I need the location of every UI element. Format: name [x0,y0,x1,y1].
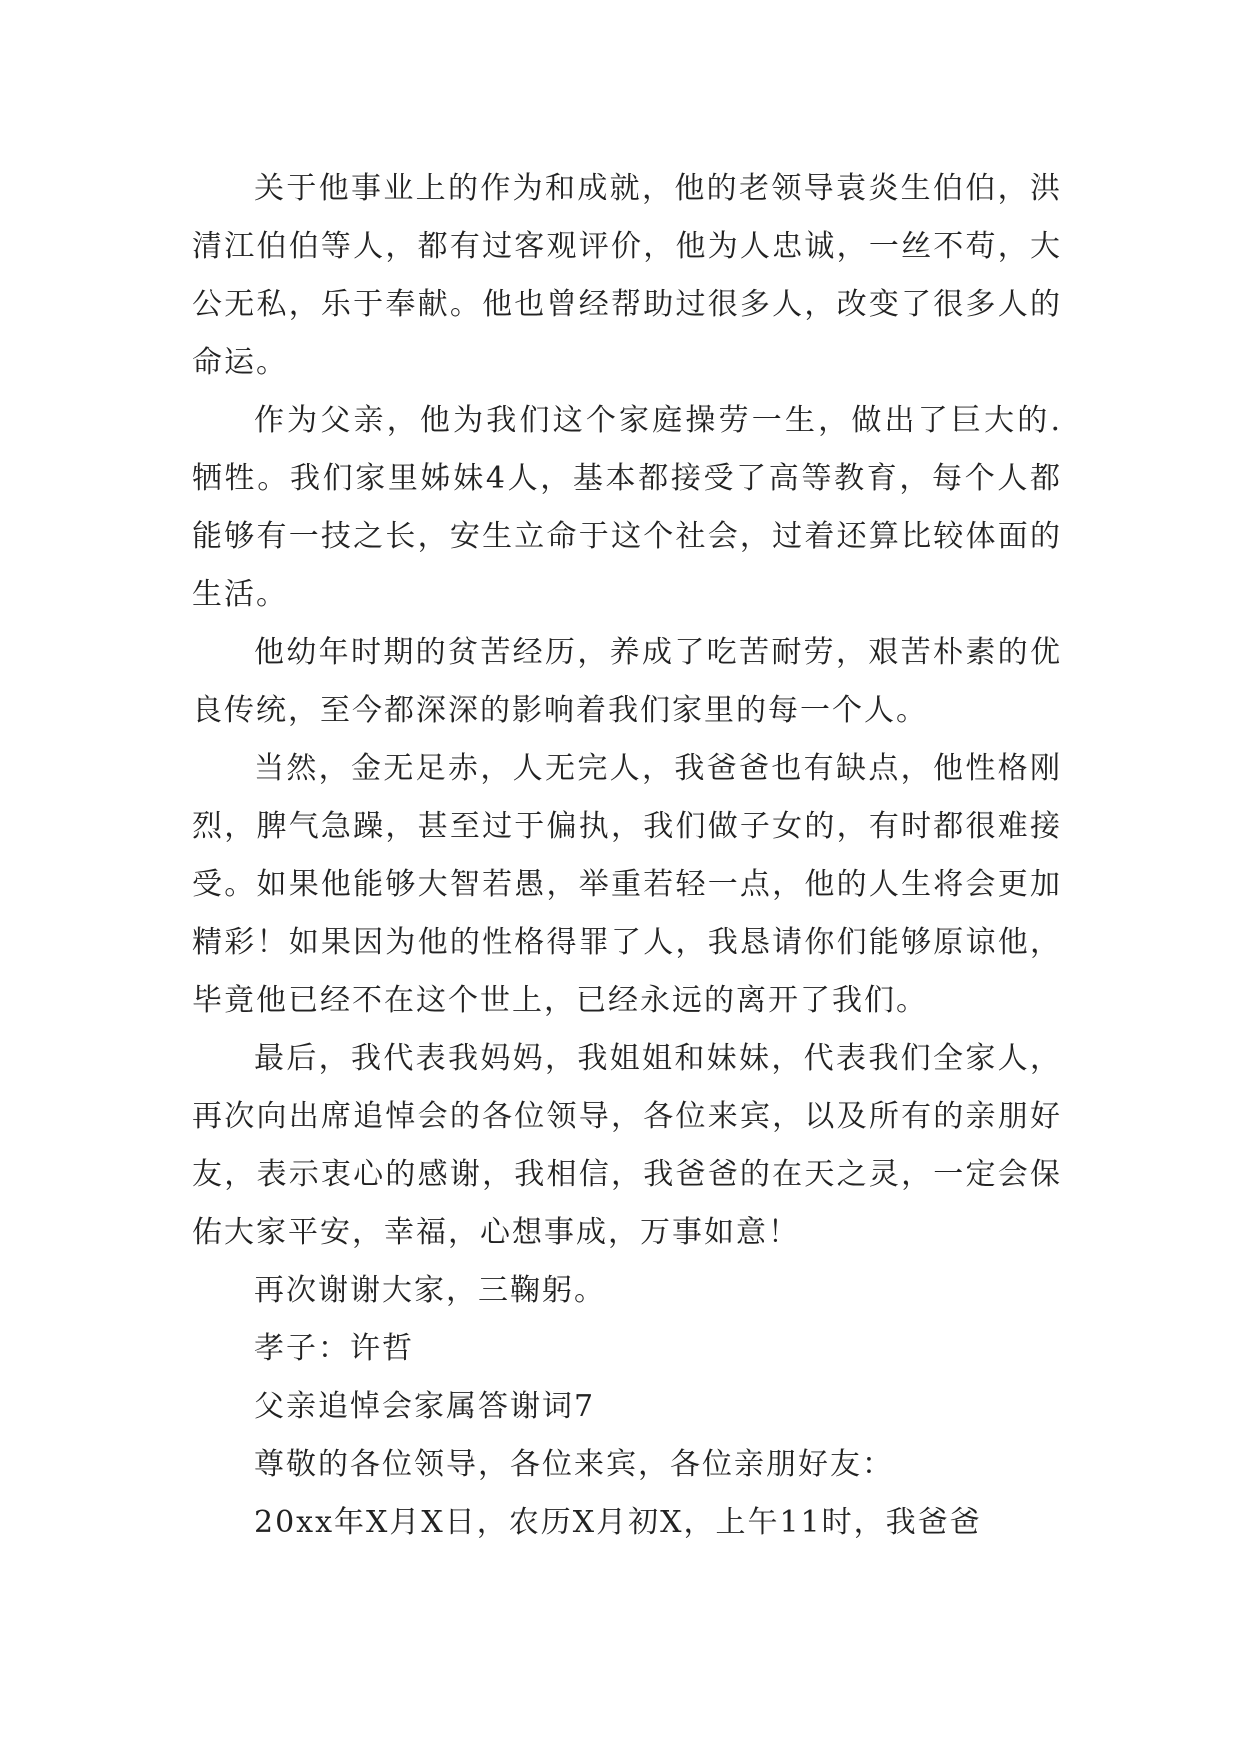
paragraph-career: 关于他事业上的作为和成就，他的老领导袁炎生伯伯，洪清江伯伯等人，都有过客观评价，他为人忠诚，一丝不苟，大公无私，乐于奉献。他也曾经帮助过很多人，改变了很多人的命运。 [192,171,1062,380]
paragraph-bow: 再次谢谢大家，三鞠躬。 [254,1273,606,1308]
paragraph-salutation: 尊敬的各位领导，各位来宾，各位亲朋好友： [254,1447,894,1482]
paragraph-signature: 孝子：许哲 [254,1331,414,1366]
paragraph-date-opening: 20xx年X月X日，农历X月初X，上午11时，我爸爸 [254,1505,982,1540]
section-heading: 父亲追悼会家属答谢词7 [254,1389,596,1424]
paragraph-childhood: 他幼年时期的贫苦经历，养成了吃苦耐劳，艰苦朴素的优良传统，至今都深深的影响着我们家里的每一个人。 [192,635,1062,728]
paragraph-shortcomings: 当然，金无足赤，人无完人，我爸爸也有缺点，他性格刚烈，脾气急躁，甚至过于偏执，我们做子女的，有时都很难接受。如果他能够大智若愚，举重若轻一点，他的人生将会更加精彩！如果因为他的性格得罪了人，我恳请你们能够原谅他，毕竟他已经不在这个世上，已经永远的离开了我们。 [192,751,1062,1018]
document-body [192,160,1062,1552]
paragraph-father-role: 作为父亲，他为我们这个家庭操劳一生，做出了巨大的.牺牲。我们家里姊妹4人，基本都接受了高等教育，每个人都能够有一技之长，安生立命于这个社会，过着还算比较体面的生活。 [192,403,1062,612]
paragraph-thanks: 最后，我代表我妈妈，我姐姐和妹妹，代表我们全家人，再次向出席追悼会的各位领导，各位来宾，以及所有的亲朋好友，表示衷心的感谢，我相信，我爸爸的在天之灵，一定会保佑大家平安，幸福，心想事成，万事如意！ [192,1041,1062,1250]
